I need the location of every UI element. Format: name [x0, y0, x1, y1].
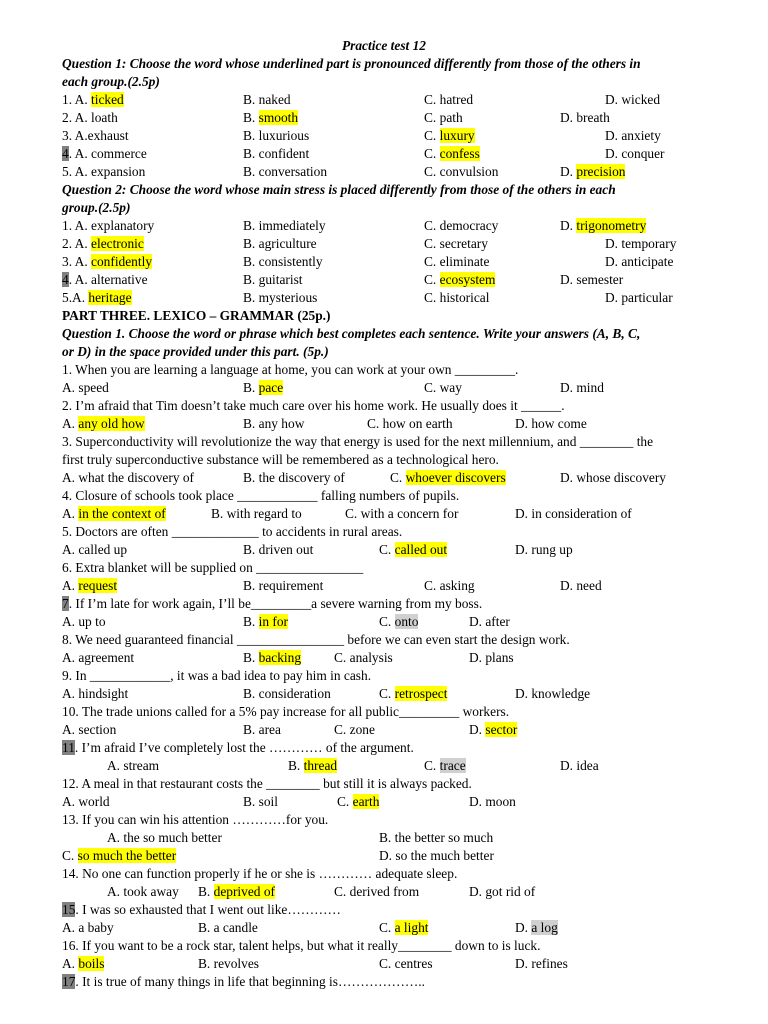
option-text: C. derived from	[334, 884, 420, 899]
option-text: B. conversation	[243, 164, 328, 179]
question-stem	[62, 739, 728, 757]
option-text: C. hatred	[424, 92, 474, 107]
option-row	[62, 469, 728, 487]
highlighted-answer: pace	[258, 380, 284, 395]
option-text: A. the so much better	[107, 830, 222, 845]
question-stem: 9. In ____________, it was a bad idea to pay him in cash.	[62, 668, 372, 683]
option-text: D. knowledge	[515, 686, 591, 701]
option-text: C.	[379, 686, 395, 701]
option-row	[62, 577, 728, 595]
option-text: D. anxiety	[605, 128, 661, 143]
highlighted-answer: precision	[576, 164, 626, 179]
option-text: D. anticipate	[605, 254, 674, 269]
highlighted-answer: confess	[439, 146, 480, 161]
option-row	[62, 721, 728, 739]
option-text: B. agriculture	[243, 236, 317, 251]
option-row	[62, 289, 728, 307]
option-row	[62, 109, 728, 127]
highlighted-answer: so much the better	[77, 848, 177, 863]
section-heading-cont: each group.(2.5p)	[62, 74, 160, 89]
option-text: D.	[560, 218, 577, 233]
option-text: B.	[243, 650, 259, 665]
option-text: B. guitarist	[243, 272, 303, 287]
option-text: 3. A.exhaust	[62, 128, 129, 143]
option-text: B. mysterious	[243, 290, 318, 305]
option-text: A.	[62, 578, 79, 593]
question-stem: 14. No one can function properly if he or she is ………… adequate sleep.	[62, 866, 458, 881]
option-text: B. revolves	[198, 956, 259, 971]
option-text: A. called up	[62, 542, 128, 557]
option-text: B. immediately	[243, 218, 326, 233]
option-text: D. moon	[469, 794, 516, 809]
option-row	[62, 883, 728, 901]
option-text: C.	[62, 848, 78, 863]
option-text: D. temporary	[605, 236, 677, 251]
option-text: B. consideration	[243, 686, 331, 701]
highlighted-answer: whoever discovers	[405, 470, 506, 485]
highlighted-answer: request	[78, 578, 118, 593]
option-text: A. section	[62, 722, 117, 737]
highlighted-answer: thread	[303, 758, 338, 773]
option-row	[62, 757, 728, 775]
question-stem: 2. I’m afraid that Tim doesn’t take much care over his home work. He usually does it ______.	[62, 398, 565, 413]
option-text: B. confident	[243, 146, 310, 161]
option-text: D. breath	[560, 110, 610, 125]
question-text: . If I’m late for work again, I’ll be_________a severe warning from my boss.	[68, 596, 483, 611]
highlighted-answer: retrospect	[394, 686, 448, 701]
option-text: C. zone	[334, 722, 375, 737]
question-text: . It is true of many things in life that beginning is………………..	[75, 974, 425, 989]
option-row	[62, 685, 728, 703]
option-text: B. naked	[243, 92, 291, 107]
option-row	[62, 271, 728, 289]
option-row	[62, 217, 728, 235]
option-row	[62, 505, 728, 523]
question-stem	[62, 973, 728, 991]
option-text: C. centres	[379, 956, 433, 971]
option-row	[62, 235, 728, 253]
highlighted-answer: sector	[485, 722, 518, 737]
question-stem: 8. We need guaranteed financial ________________ before we can even start the design work.	[62, 632, 570, 647]
option-text: C. asking	[424, 578, 475, 593]
question-stem	[62, 595, 728, 613]
section-heading-cont: or D) in the space provided under this part. (5p.)	[62, 344, 329, 359]
option-text: B. with regard to	[211, 506, 302, 521]
option-text: D. so the much better	[379, 848, 494, 863]
highlighted-answer: earth	[352, 794, 380, 809]
option-text: C. eliminate	[424, 254, 490, 269]
option-text: B. consistently	[243, 254, 323, 269]
option-text: C.	[379, 542, 395, 557]
highlighted-answer: electronic	[91, 236, 144, 251]
option-text: 1. A. explanatory	[62, 218, 155, 233]
option-text: D.	[560, 164, 577, 179]
option-text: B. area	[243, 722, 281, 737]
option-row	[62, 793, 728, 811]
question-stem: 6. Extra blanket will be supplied on ________________	[62, 560, 364, 575]
question-text: . I’m afraid I’ve completely lost the ………… of the argument.	[74, 740, 414, 755]
option-text: A. hindsight	[62, 686, 129, 701]
option-text: C. convulsion	[424, 164, 499, 179]
option-row	[62, 415, 728, 433]
option-text: C.	[424, 128, 440, 143]
option-text: B.	[198, 884, 214, 899]
option-text: C. analysis	[334, 650, 393, 665]
highlighted-answer: boils	[78, 956, 105, 971]
question-stem: 13. If you can win his attention …………for you.	[62, 812, 329, 827]
highlighted-answer: called out	[394, 542, 448, 557]
option-text: 5. A. expansion	[62, 164, 146, 179]
option-text: C.	[379, 614, 395, 629]
shaded-option: onto	[394, 614, 419, 629]
option-text: C.	[424, 272, 440, 287]
question-stem: 3. Superconductivity will revolutionize the way that energy is used for the next millennium, and ________ the	[62, 434, 654, 449]
question-stem: 1. When you are learning a language at home, you can work at your own _________.	[62, 362, 519, 377]
option-text: A. what the discovery of	[62, 470, 195, 485]
option-text: A. world	[62, 794, 110, 809]
question-stem	[62, 901, 728, 919]
option-row	[62, 91, 728, 109]
option-text: B. luxurious	[243, 128, 310, 143]
option-text: C.	[424, 146, 440, 161]
highlighted-answer: smooth	[258, 110, 299, 125]
section-heading: Question 2: Choose the word whose main stress is placed differently from those of the others in each	[62, 182, 616, 197]
section-heading: Question 1: Choose the word whose underlined part is pronounced differently from those of the others in	[62, 56, 641, 71]
question-stem: 10. The trade unions called for a 5% pay increase for all public_________ workers.	[62, 704, 510, 719]
option-text: D. how come	[515, 416, 587, 431]
option-text: . A. commerce	[68, 146, 147, 161]
option-text: D. rung up	[515, 542, 573, 557]
option-text: C. democracy	[424, 218, 499, 233]
option-text: B. the better so much	[379, 830, 494, 845]
option-text: C.	[337, 794, 353, 809]
option-text: D. in consideration of	[515, 506, 632, 521]
shaded-option: a log	[531, 920, 558, 935]
option-text: A. up to	[62, 614, 106, 629]
option-text: A. speed	[62, 380, 109, 395]
highlighted-answer: in the context of	[78, 506, 166, 521]
option-text: C.	[390, 470, 406, 485]
option-text: 3. A.	[62, 254, 92, 269]
option-text: B.	[243, 614, 259, 629]
option-text: C. with a concern for	[345, 506, 459, 521]
item-number-marker: 15	[62, 902, 76, 917]
item-number-marker: 4	[62, 146, 69, 161]
highlighted-answer: backing	[258, 650, 302, 665]
section-heading: Question 1. Choose the word or phrase which best completes each sentence. Write your answers (A, B, C,	[62, 326, 641, 341]
option-text: B.	[243, 110, 259, 125]
option-row	[62, 145, 728, 163]
option-text: A. took away	[107, 884, 179, 899]
question-stem: 5. Doctors are often _____________ to accidents in rural areas.	[62, 524, 403, 539]
option-text: D. conquer	[605, 146, 665, 161]
option-row	[62, 829, 728, 847]
option-text: B. any how	[243, 416, 305, 431]
option-text: A. agreement	[62, 650, 135, 665]
option-text: D. idea	[560, 758, 599, 773]
highlighted-answer: confidently	[91, 254, 153, 269]
highlighted-answer: deprived of	[213, 884, 275, 899]
option-row	[62, 253, 728, 271]
option-text: A.	[62, 416, 79, 431]
highlighted-answer: trigonometry	[576, 218, 647, 233]
option-text: D.	[515, 920, 532, 935]
option-text: C. path	[424, 110, 463, 125]
option-text: A. stream	[107, 758, 160, 773]
option-text: D. wicked	[605, 92, 661, 107]
question-stem: 12. A meal in that restaurant costs the ________ but still it is always packed.	[62, 776, 472, 791]
option-row	[62, 955, 728, 973]
option-text: D. refines	[515, 956, 568, 971]
option-text: D.	[469, 722, 486, 737]
option-text: A.	[62, 956, 79, 971]
option-text: C. way	[424, 380, 462, 395]
question-stem-cont: first truly superconductive substance will be remembered as a technological hero.	[62, 452, 499, 467]
option-text: C. how on earth	[367, 416, 453, 431]
item-number-marker: 7	[62, 596, 69, 611]
option-row	[62, 649, 728, 667]
option-text: 1. A.	[62, 92, 92, 107]
option-row	[62, 127, 728, 145]
section-heading-cont: group.(2.5p)	[62, 200, 131, 215]
option-row	[62, 847, 728, 865]
option-text: C. secretary	[424, 236, 488, 251]
question-stem: 16. If you want to be a rock star, talent helps, but what it really________ down to is luck.	[62, 938, 541, 953]
option-row	[62, 379, 728, 397]
option-row	[62, 163, 728, 181]
option-text: 5.A.	[62, 290, 89, 305]
highlighted-answer: any old how	[78, 416, 145, 431]
highlighted-answer: ticked	[91, 92, 124, 107]
option-text: C. historical	[424, 290, 490, 305]
shaded-option: trace	[439, 758, 466, 773]
option-text: B.	[243, 380, 259, 395]
item-number-marker: 11	[62, 740, 75, 755]
option-text: D. semester	[560, 272, 624, 287]
question-stem: 4. Closure of schools took place ____________ falling numbers of pupils.	[62, 488, 460, 503]
option-text: B. driven out	[243, 542, 314, 557]
option-text: B. requirement	[243, 578, 324, 593]
option-text: B.	[288, 758, 304, 773]
highlighted-answer: heritage	[88, 290, 132, 305]
option-text: 2. A. loath	[62, 110, 118, 125]
option-text: C.	[379, 920, 395, 935]
option-text: D. whose discovery	[560, 470, 666, 485]
item-number-marker: 4	[62, 272, 69, 287]
option-text: D. mind	[560, 380, 604, 395]
option-text: B. a candle	[198, 920, 258, 935]
part-heading: PART THREE. LEXICO – GRAMMAR (25p.)	[62, 308, 331, 323]
option-text: D. plans	[469, 650, 514, 665]
option-text: D. got rid of	[469, 884, 536, 899]
item-number-marker: 17	[62, 974, 76, 989]
option-text: A.	[62, 506, 79, 521]
option-text: B. soil	[243, 794, 278, 809]
question-text: . I was so exhausted that I went out like…………	[75, 902, 341, 917]
option-text: 2. A.	[62, 236, 92, 251]
option-row	[62, 613, 728, 631]
document-title: Practice test 12	[341, 38, 427, 53]
option-text: A. a baby	[62, 920, 114, 935]
highlighted-answer: luxury	[439, 128, 475, 143]
option-row	[62, 541, 728, 559]
highlighted-answer: a light	[394, 920, 429, 935]
option-text: D. after	[469, 614, 510, 629]
option-text: D. particular	[605, 290, 673, 305]
option-text: D. need	[560, 578, 602, 593]
highlighted-answer: ecosystem	[439, 272, 496, 287]
option-text: B. the discovery of	[243, 470, 345, 485]
option-row	[62, 919, 728, 937]
option-text: . A. alternative	[68, 272, 148, 287]
option-text: C.	[424, 758, 440, 773]
highlighted-answer: in for	[258, 614, 289, 629]
